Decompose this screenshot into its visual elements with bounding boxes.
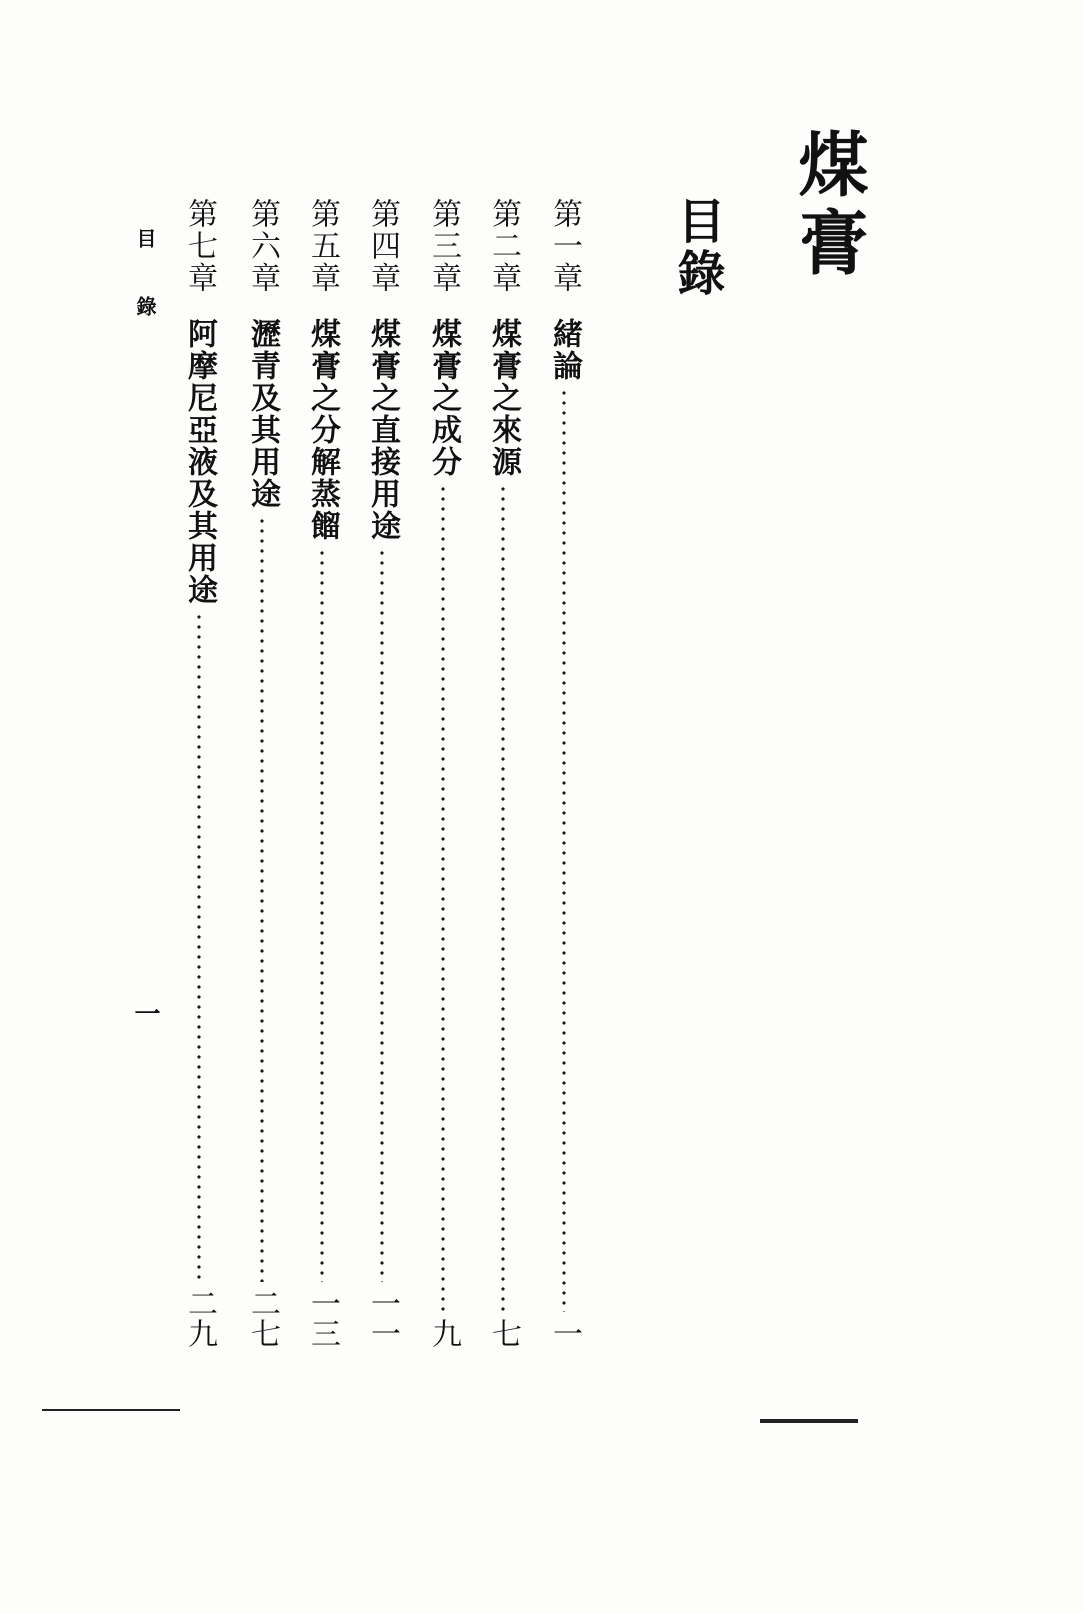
- running-title: 目錄: [133, 228, 157, 364]
- toc-entry-4[interactable]: [360, 198, 404, 1348]
- chapter-subject: 阿摩尼亞液及其用途: [182, 318, 217, 606]
- chapter-number: 第一章: [547, 198, 582, 294]
- toc-entry-3[interactable]: [421, 198, 465, 1348]
- page-number: 二七: [245, 1288, 280, 1348]
- page-number: 七: [486, 1318, 521, 1348]
- chapter-subject: 煤膏之來源: [486, 318, 521, 478]
- page-number: 九: [426, 1318, 461, 1348]
- toc-entry-1[interactable]: [542, 198, 586, 1348]
- chapter-subject: 緒論: [547, 318, 582, 382]
- chapter-subject: 煤膏之分解蒸餾: [305, 318, 340, 542]
- dot-leader: [441, 484, 445, 1312]
- dot-leader: [562, 388, 566, 1312]
- bottom-rule-left: [42, 1409, 180, 1411]
- toc-entry-7[interactable]: [177, 198, 221, 1348]
- folio: 一: [130, 1000, 160, 1026]
- chapter-number: 第二章: [486, 198, 521, 294]
- dot-leader: [197, 612, 201, 1282]
- bottom-rule-right: [760, 1419, 858, 1423]
- toc-entry-6[interactable]: [240, 198, 284, 1348]
- dot-leader: [320, 548, 324, 1282]
- chapter-number: 第四章: [365, 198, 400, 294]
- chapter-number: 第七章: [182, 198, 217, 294]
- toc-entry-2[interactable]: [481, 198, 525, 1348]
- dot-leader: [260, 516, 264, 1282]
- page-number: 一三: [305, 1288, 340, 1348]
- dot-leader: [380, 548, 384, 1282]
- chapter-subject: 煤膏之直接用途: [365, 318, 400, 542]
- chapter-number: 第六章: [245, 198, 280, 294]
- dot-leader: [501, 484, 505, 1312]
- toc-entry-5[interactable]: [300, 198, 344, 1348]
- page-number: 一一: [365, 1288, 400, 1348]
- chapter-number: 第三章: [426, 198, 461, 294]
- toc-heading: 目錄: [669, 196, 725, 300]
- chapter-subject: 煤膏之成分: [426, 318, 461, 478]
- book-title: 煤膏: [787, 128, 870, 284]
- page-number: 二九: [182, 1288, 217, 1348]
- page-number: 一: [547, 1318, 582, 1348]
- chapter-subject: 瀝青及其用途: [245, 318, 280, 510]
- chapter-number: 第五章: [305, 198, 340, 294]
